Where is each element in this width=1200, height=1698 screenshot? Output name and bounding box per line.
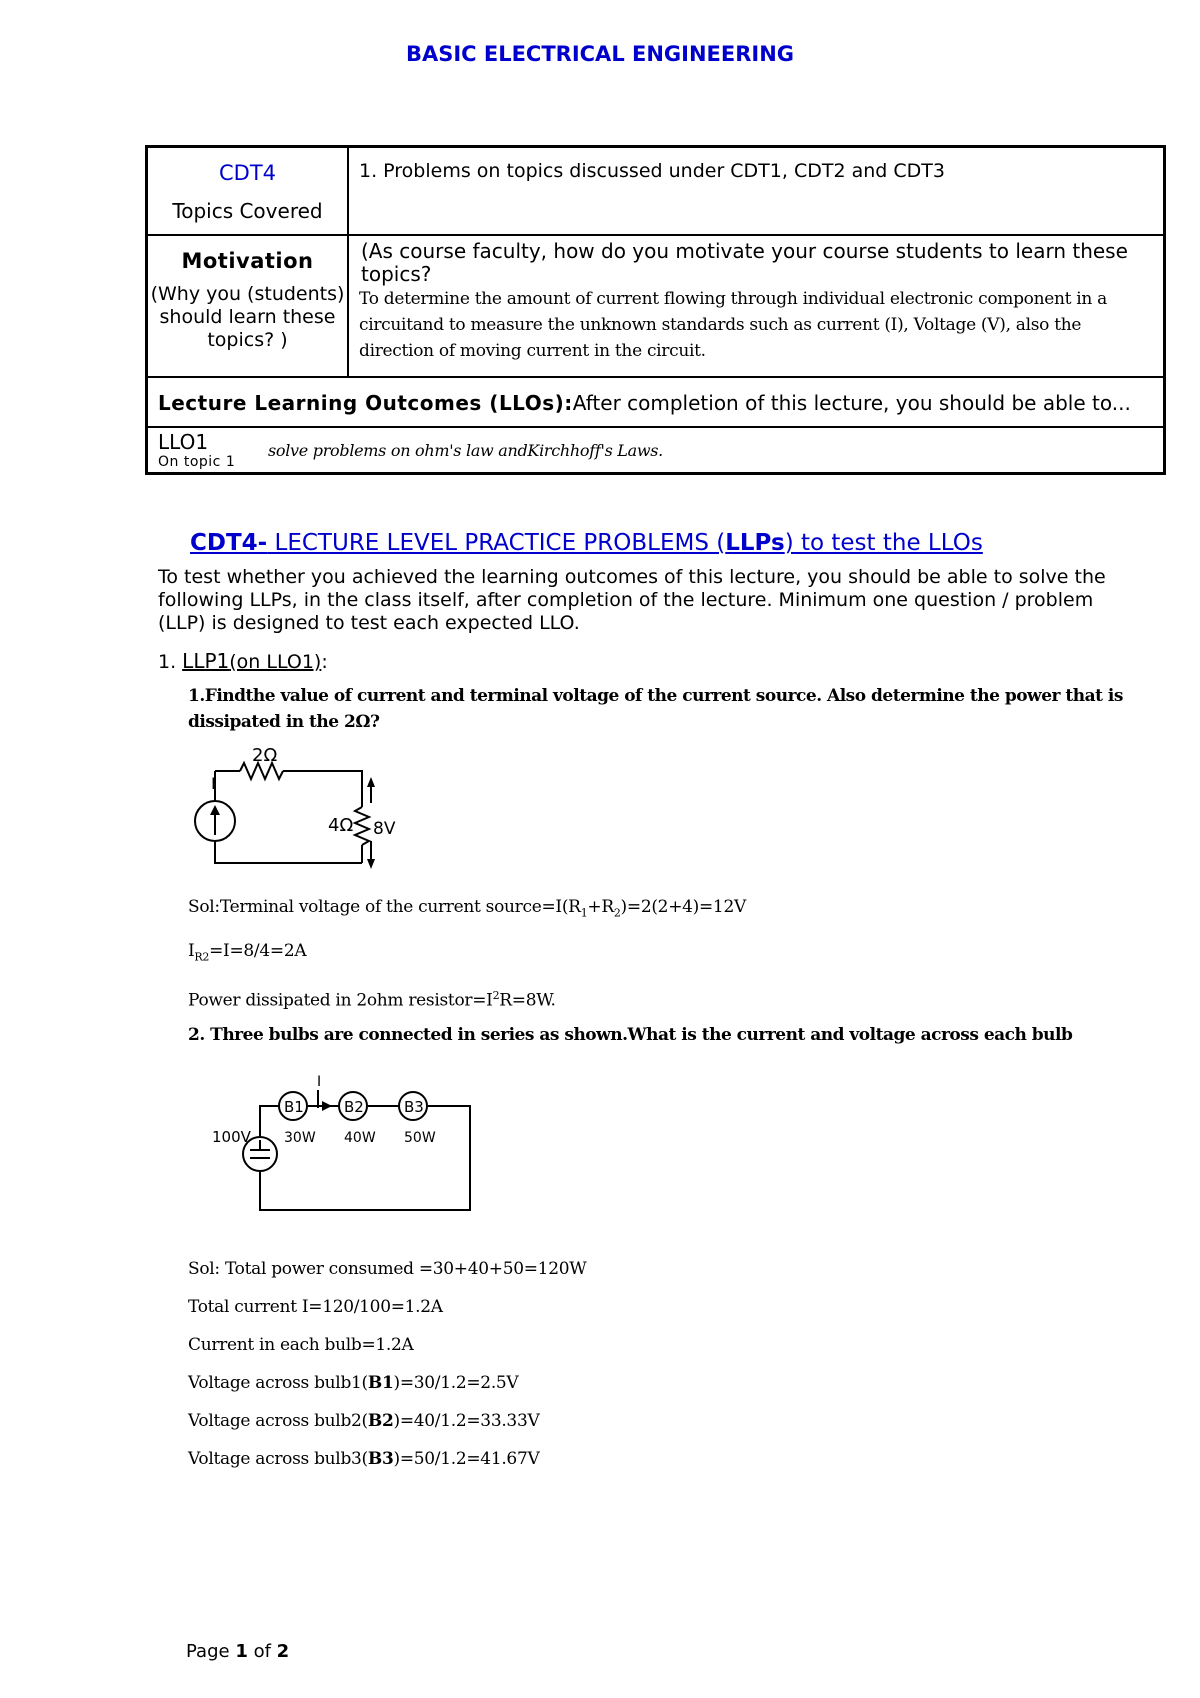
current-arrow-head	[322, 1101, 332, 1111]
section-title-llps: LLPs	[725, 530, 785, 556]
section-prefix: CDT4-	[190, 530, 268, 556]
llo-heading-bold: Lecture Learning Outcomes (LLOs):	[158, 391, 573, 415]
topics-covered-label: Topics Covered	[172, 199, 323, 223]
llo1-text: solve problems on ohm's law andKirchhoff's Laws.	[268, 440, 663, 460]
topics-label-cell	[147, 147, 349, 236]
r1-label: 2Ω	[252, 745, 278, 766]
q1-solution-line3: Power dissipated in 2ohm $resistor=I^2R=8W$.	[188, 988, 556, 1011]
motivation-answer: To determine the amount of current flowing through individual electronic component in a circuitand to measure the unknown standards such as current (I), Voltage (V), also the direction of moving current in the circuit.	[359, 289, 1108, 361]
v-label: 8V	[373, 819, 396, 839]
lecture-info-table	[145, 145, 1166, 475]
q2-solution-line6: Voltage across bulb3(B3)=50/1.2=41.67V	[188, 1449, 540, 1470]
q2-solution-line1: Sol: Total power consumed =30+40+50=120W	[188, 1259, 587, 1280]
page-footer: Page 1 of 2	[186, 1641, 290, 1662]
llo1-code: LLO1	[158, 430, 209, 454]
w2-label: 40W	[344, 1130, 376, 1147]
q2-solution-line5: Voltage across bulb2(B2)=40/1.2=33.33V	[188, 1411, 540, 1432]
q1-solution-line1: Sol:Terminal voltage of the current $source=I(R_1+R_2)=2(2+4)=12V$	[188, 897, 746, 920]
topics-content: 1. Problems on topics discussed under CDT1, CDT2 and CDT3	[348, 147, 1165, 236]
b1-label: B1	[284, 1098, 304, 1117]
section-title-a: LECTURE LEVEL PRACTICE PROBLEMS (	[267, 530, 726, 556]
cdt-code: CDT4	[218, 161, 277, 185]
q2-solution-line4: Voltage across bulb1(B1)=30/1.2=2.5V	[188, 1373, 519, 1394]
wire	[260, 1106, 470, 1210]
b3-label: B3	[404, 1098, 424, 1117]
wire	[283, 771, 362, 807]
llp1-label: LLP1(on LLO1)	[182, 649, 322, 673]
w3-label: 50W	[404, 1130, 436, 1147]
motivation-subtitle: (Why you (students) should learn these topics? )	[150, 283, 345, 351]
resistor-4ohm	[355, 807, 369, 845]
circuit-1-diagram	[192, 743, 452, 873]
w1-label: 30W	[284, 1130, 316, 1147]
question-2: 2. Three bulbs are connected in series as shown.What is the current and voltage across each bulb	[188, 1025, 1073, 1046]
topics-row	[147, 147, 1165, 236]
llo1-topic: On topic 1	[158, 454, 236, 470]
source-symbol	[250, 1140, 270, 1158]
document-title: BASIC ELECTRICAL ENGINEERING	[405, 42, 795, 66]
r2-label: 4Ω	[328, 815, 354, 836]
question-1: 1.Findthe value of current and terminal voltage of the current source. Also determine the power that is dissipated in the 2Ω?	[188, 686, 1123, 732]
i-label: I	[317, 1074, 322, 1091]
llo-heading	[147, 377, 1165, 427]
llo-heading-row	[147, 377, 1165, 427]
practice-section	[158, 530, 1158, 1469]
motivation-label-cell	[147, 235, 349, 377]
motivation-question: (As course faculty, how do you motivate your course students to learn these topics?	[361, 239, 1128, 286]
section-title-c: ) to test the LLOs	[784, 530, 983, 556]
llo1-row	[147, 427, 1165, 474]
llp1-heading: 1. LLP1(on LLO1):	[158, 649, 328, 673]
q2-solution-line2: Total current I=120/100=1.2A	[188, 1297, 443, 1318]
q1-solution-line2: $I_{R2}=I=8/4=2A$	[188, 941, 307, 964]
source-arrow-head	[210, 805, 220, 815]
q2-solution-line3: Current in each bulb=1.2A	[188, 1335, 414, 1356]
section-title	[190, 530, 1158, 556]
arrow-down-head	[367, 859, 375, 869]
arrow-up-head	[367, 777, 375, 787]
motivation-row	[147, 235, 1165, 377]
b2-label: B2	[344, 1098, 364, 1117]
motivation-content	[348, 235, 1165, 377]
vs-label: 100V	[212, 1128, 251, 1147]
motivation-title: Motivation	[181, 249, 314, 273]
wire	[260, 1106, 278, 1136]
wire	[215, 841, 362, 863]
source-label: I	[211, 774, 216, 793]
circuit-2-diagram	[208, 1070, 508, 1215]
section-intro: To test whether you achieved the learning outcomes of this lecture, you should be able to solve the following LLPs, in the class itself, after completion of the lecture. Minimum one question / problem (LLP) is designed to test each expected LLO.	[158, 566, 1106, 634]
llo1-label-cell	[148, 428, 258, 472]
llo-heading-text: After completion of this lecture, you should be able to...	[572, 391, 1131, 415]
